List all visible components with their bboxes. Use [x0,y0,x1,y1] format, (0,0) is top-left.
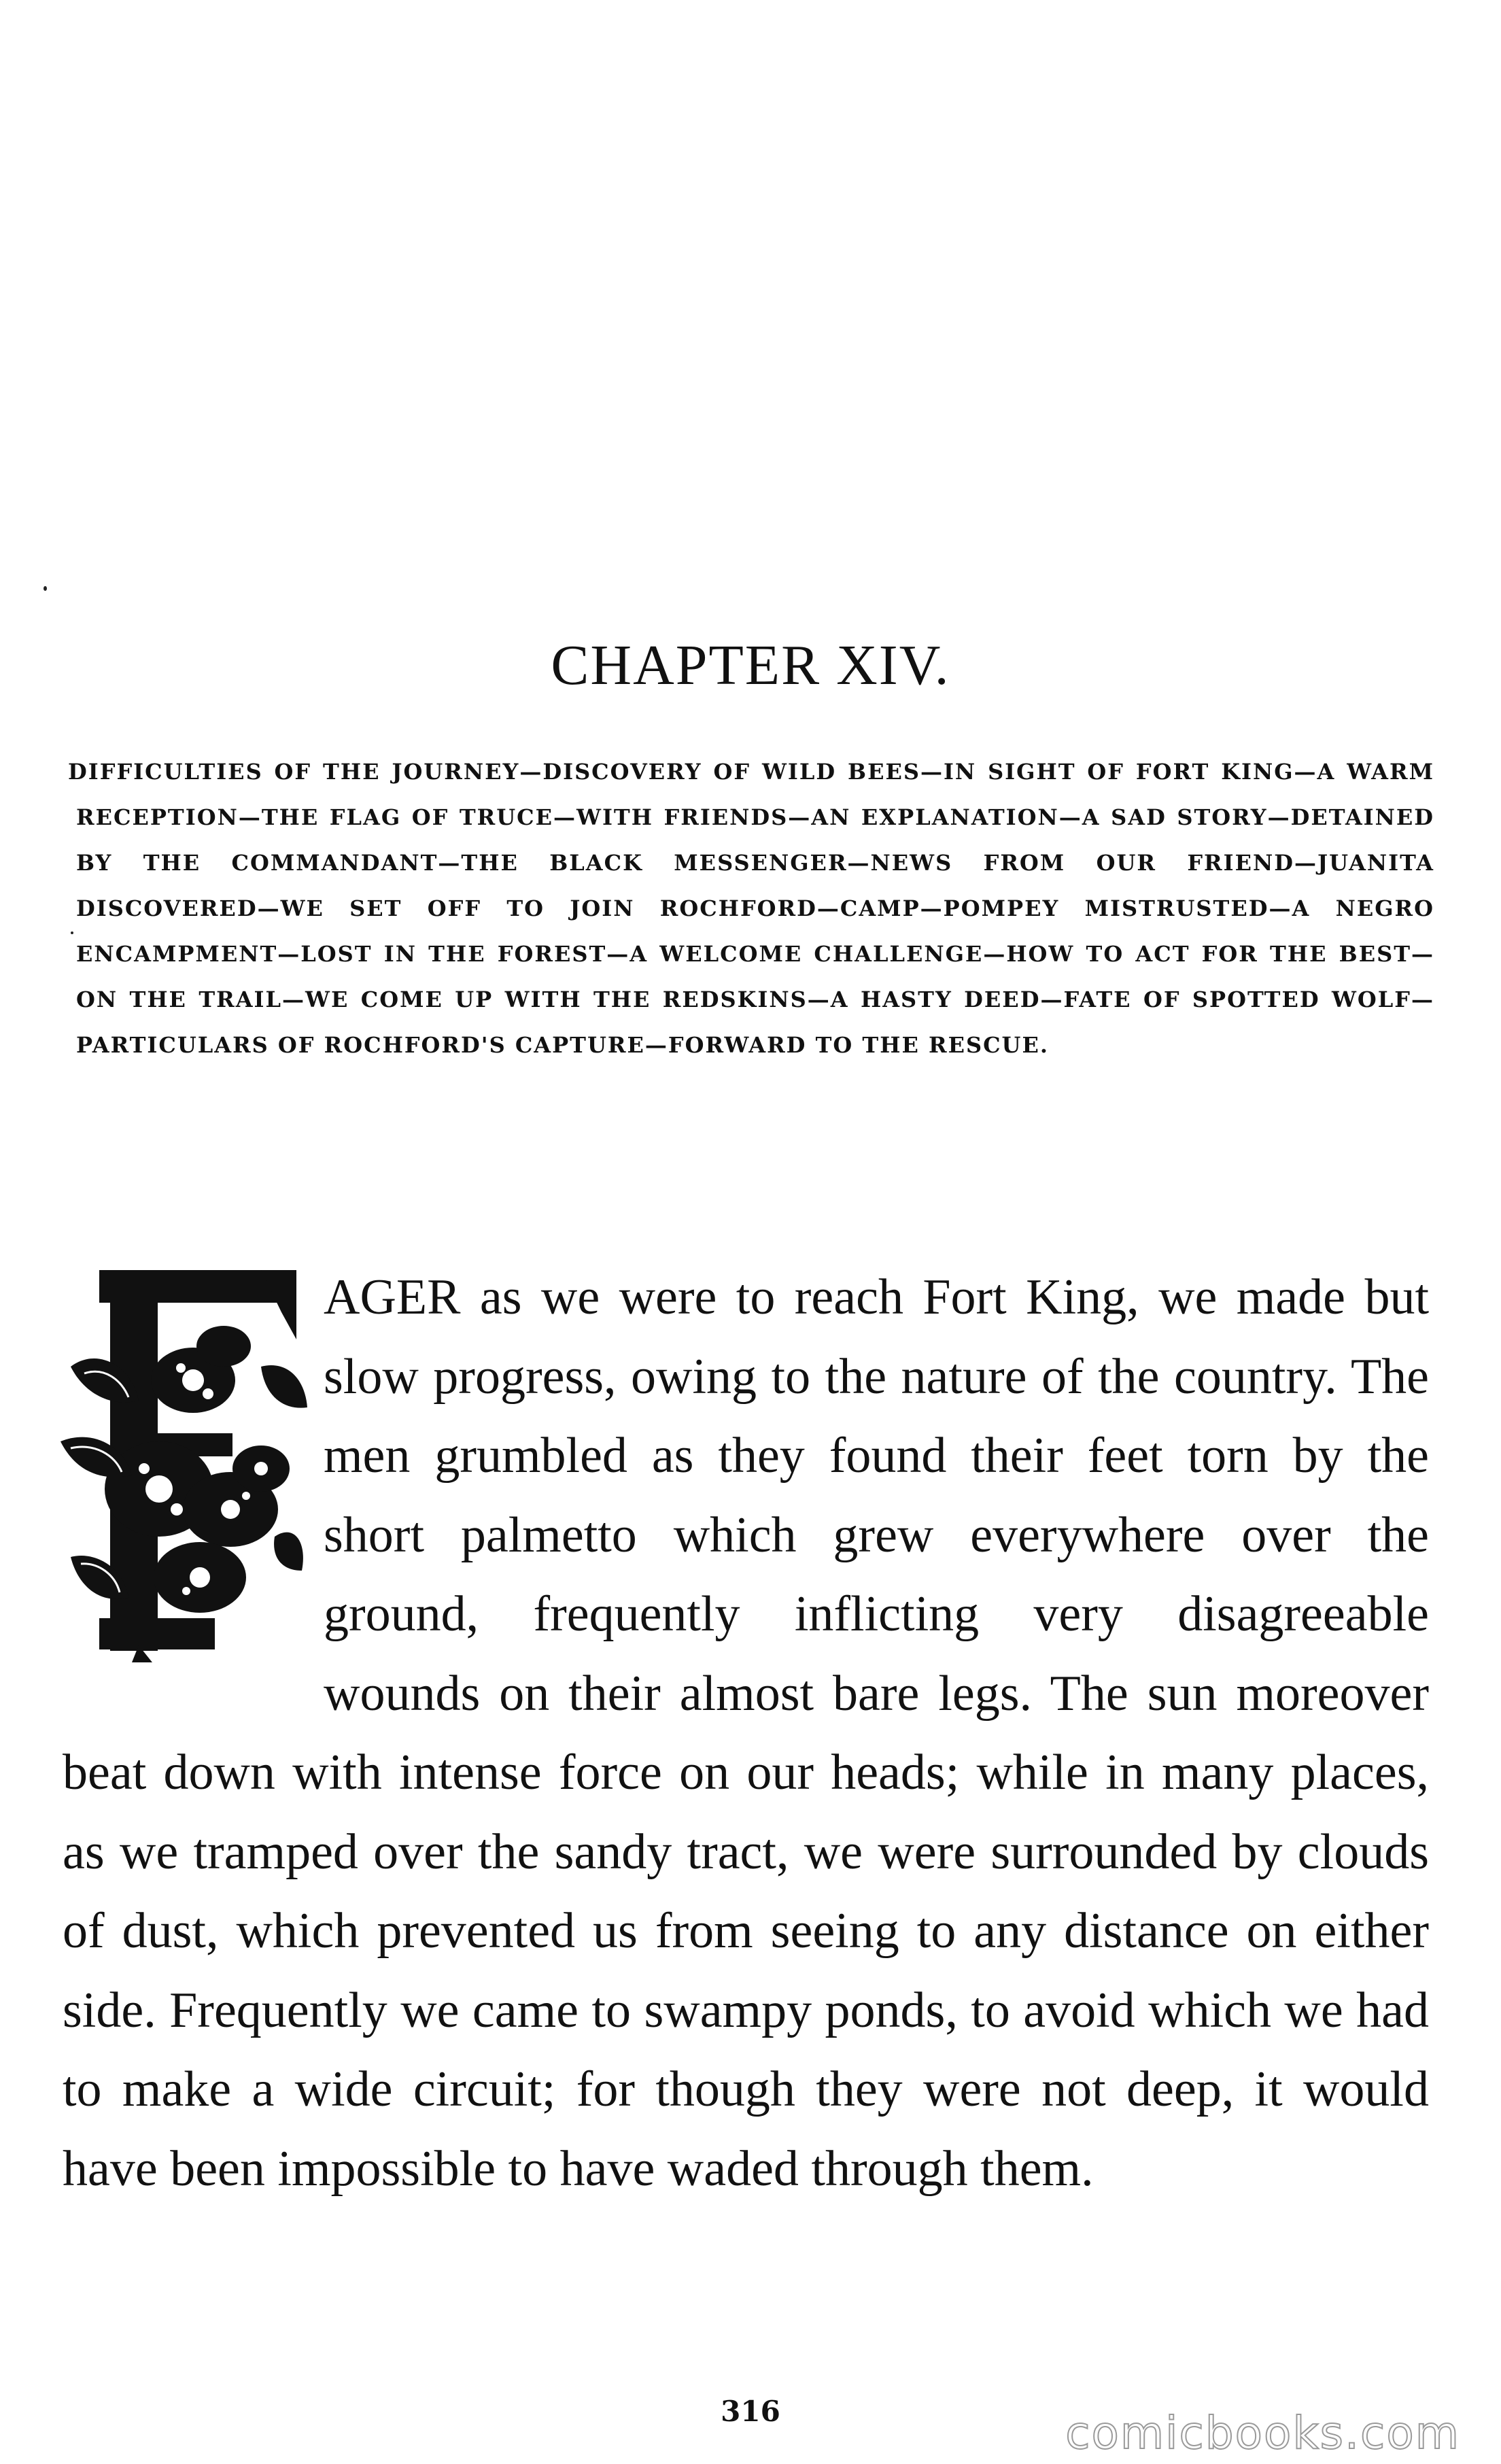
floral-initial-e-icon [57,1265,309,1662]
ink-speck [44,586,47,591]
ornamental-drop-cap [57,1265,309,1662]
site-watermark: comicbooks.com [1065,2407,1460,2459]
page-number: 316 [721,2395,780,2428]
body-paragraph [63,1258,1429,2208]
chapter-title: CHAPTER XIV. [551,634,950,697]
chapter-synopsis: DIFFICULTIES OF THE JOURNEY—DISCOVERY OF WILD BEES—IN SIGHT OF FORT KING—A WARM RECEPTION—THE FLAG OF TRUCE—WITH FRIENDS—AN EXPLANATION—A SAD STORY—DETAINED BY THE COMMANDANT—THE BLACK MESSENGER—NEWS FROM OUR FRIEND—JUANITA DISCOVERED—WE SET OFF TO JOIN ROCHFORD—CAMP—POMPEY MISTRUSTED—A NEGRO ENCAMPMENT—LOST IN THE FOREST—A WELCOME CHALLENGE—HOW TO ACT FOR THE BEST—ON THE TRAIL—WE COME UP WITH THE REDSKINS—A HASTY DEED—FATE OF SPOTTED WOLF—PARTICULARS OF ROCHFORD'S CAPTURE—FORWARD TO THE RESCUE. [68,759,1434,1058]
paragraph-text: AGER as we were to reach Fort King, we made but slow progress, owing to the nature of the country. The men grumbled as they found their feet torn by the short palmetto which grew everywhere over the ground, frequently inflicting very disagreeable wounds on their almost bare legs. The sun moreover beat down with intense force on our heads; while in many places, as we tramped over the sandy tract, we were surrounded by clouds of dust, which prevented us from seeing to any distance on either side. Frequently we came to swampy ponds, to avoid which we had to make a wide circuit; for though they were not deep, it would have been impossible to have waded through them. [63,1269,1429,2197]
